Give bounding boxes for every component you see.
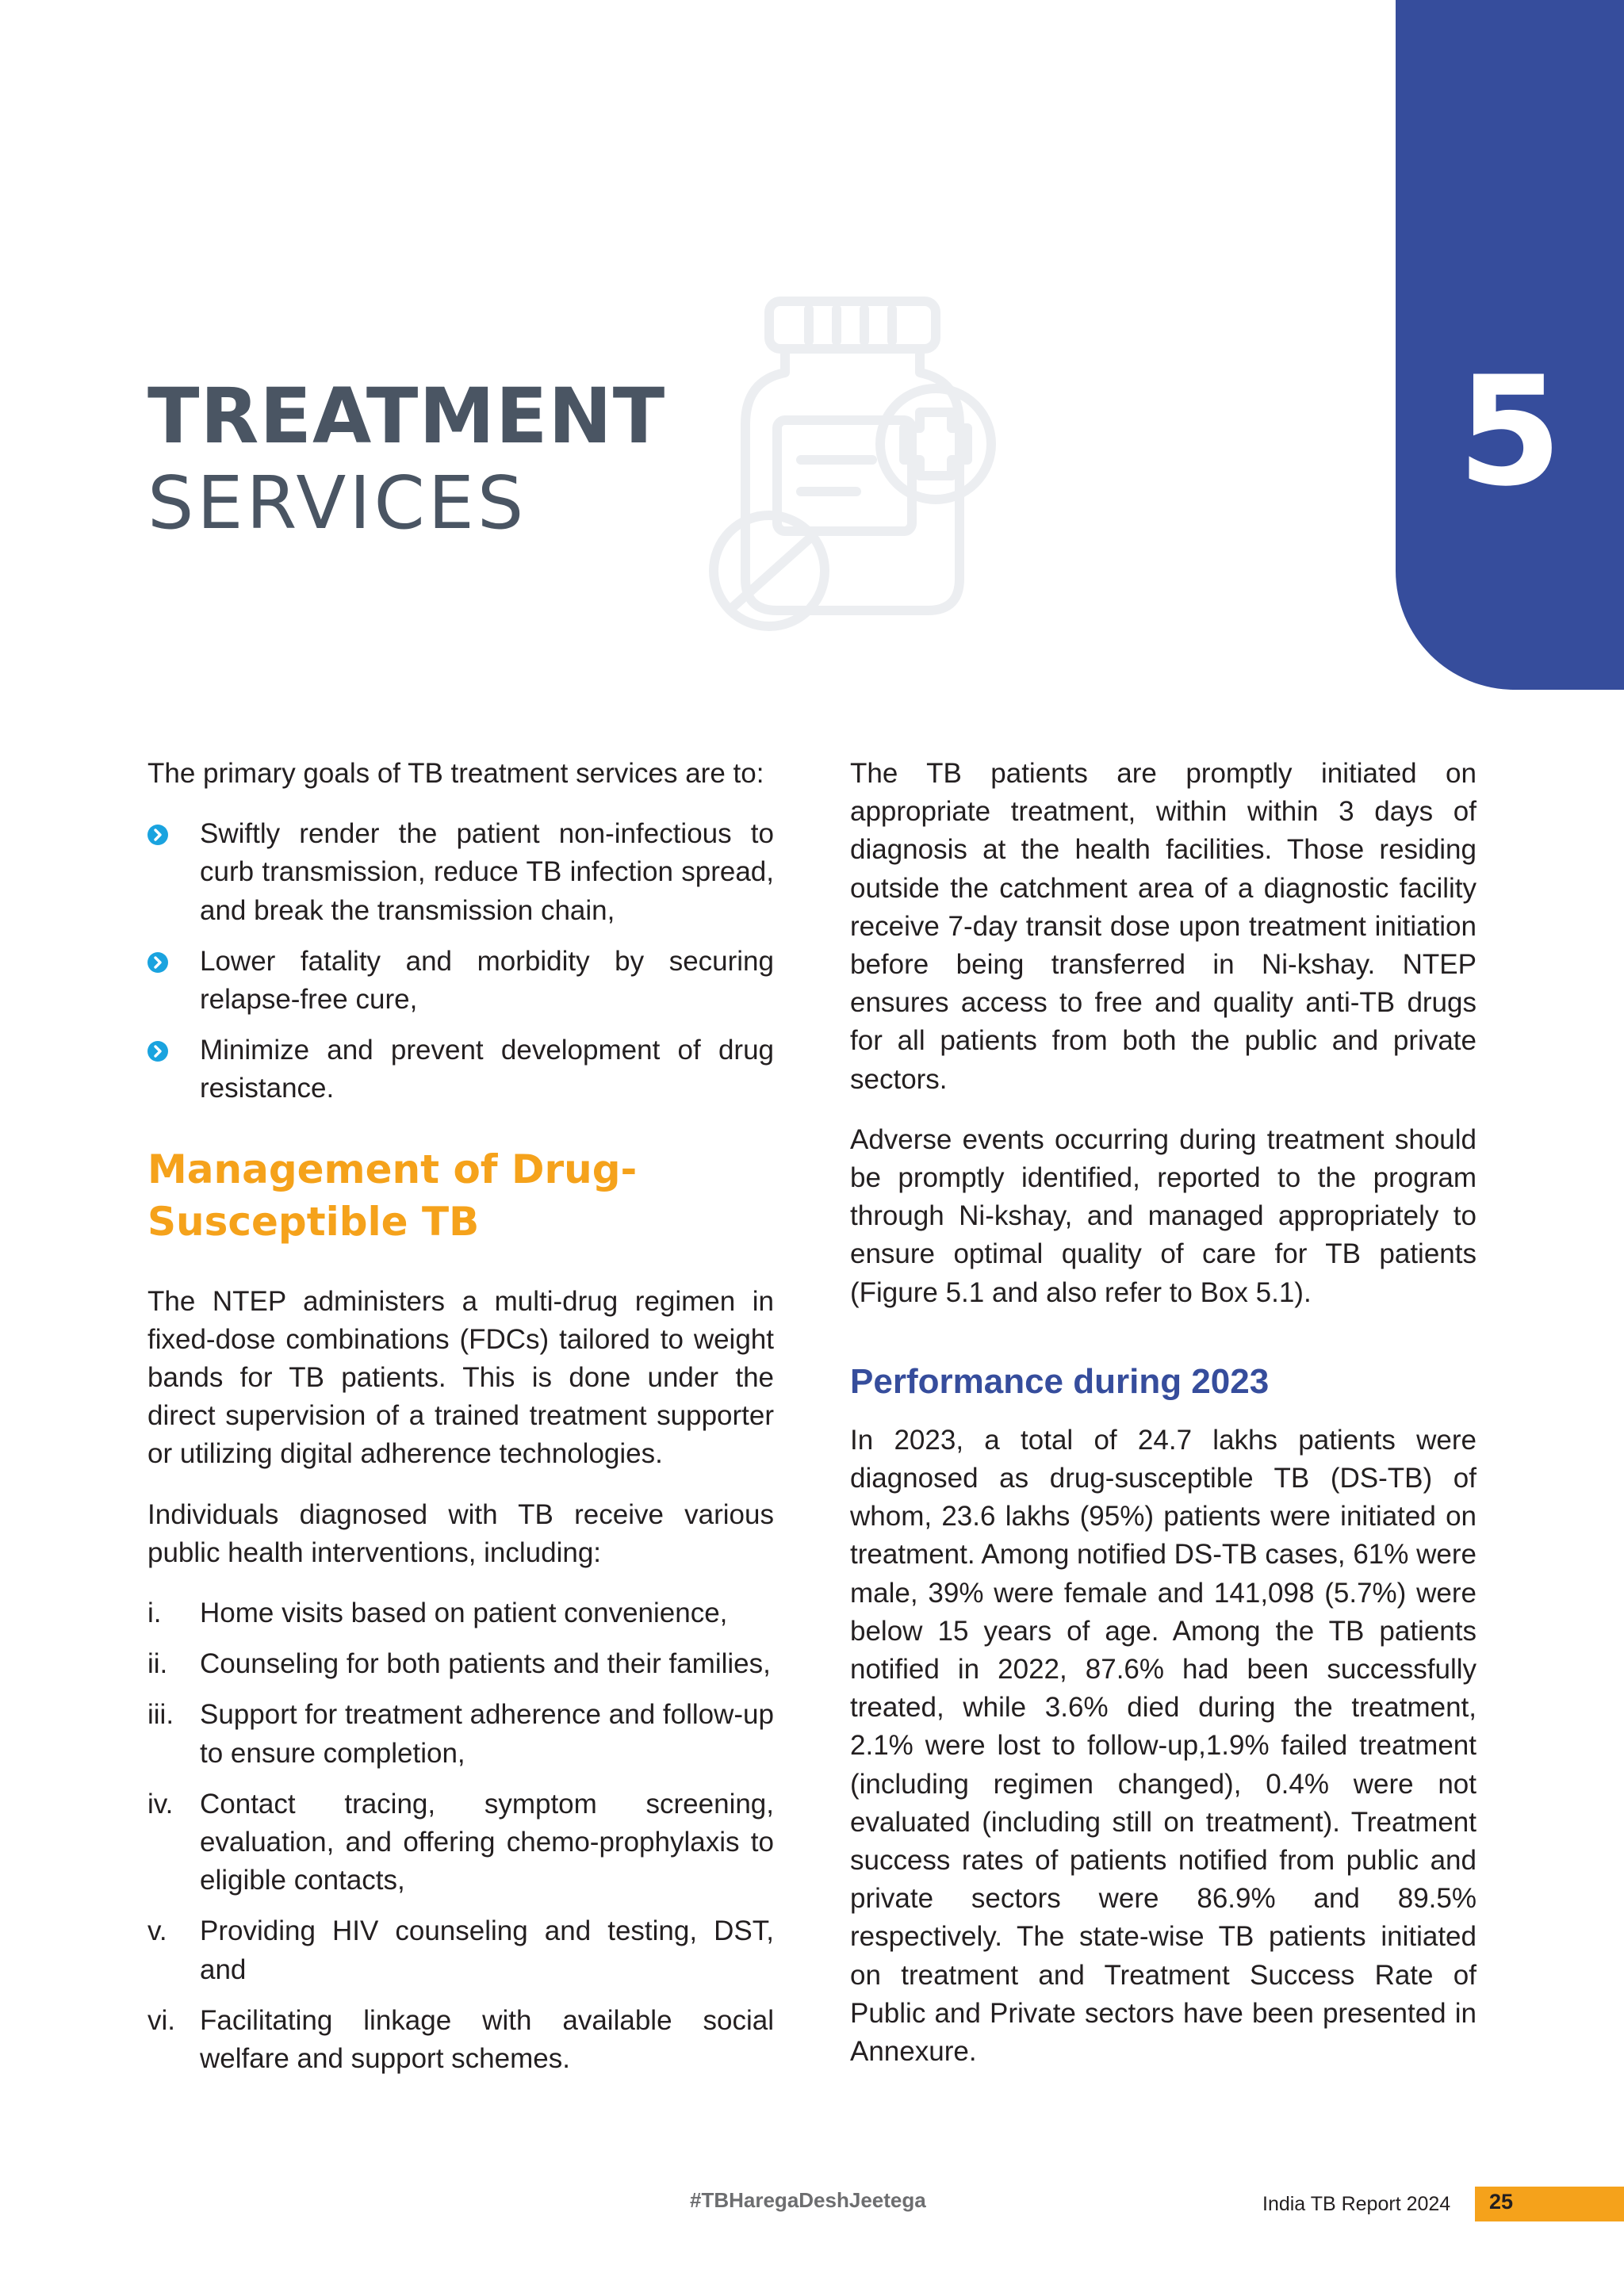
- goals-list: [147, 815, 774, 1108]
- goals-intro: The primary goals of TB treatment services are to:: [147, 758, 764, 789]
- list-item: [147, 1645, 774, 1683]
- paragraph: In 2023, a total of 24.7 lakhs patients were diagnosed as drug-susceptible TB (DS-TB) of whom, 23.6 lakhs (95%) patients were initiated on treatment. Among notified DS-TB cases, 61% were male, 39% were female and 141,098 (5.7%) were below 15 years of age. Among the TB patients notified in 2022, 87.6% had been successfully treated, while 3.6% died during the treatment, 2.1% were lost to follow-up,1.9% failed treatment (including regimen changed), 0.4% were not evaluated (including still on treatment). Treatment success rates of patients notified from public and private sectors were 86.9% and 89.5% respectively. The state-wise TB patients initiated on treatment and Treatment Success Rate of Public and Private sectors have been presented in Annexure.: [850, 1424, 1477, 2068]
- chevron-right-icon: [147, 825, 168, 845]
- chapter-number: 5: [1457, 344, 1563, 519]
- list-item: [147, 815, 774, 930]
- item-number: iv.: [147, 1788, 174, 1820]
- paragraph: Individuals diagnosed with TB receive various public health interventions, including:: [147, 1498, 774, 1568]
- list-item: [147, 943, 774, 1019]
- item-number: i.: [147, 1598, 162, 1629]
- goal-text: Minimize and prevent development of drug resistance.: [200, 1035, 774, 1104]
- paragraph: Adverse events occurring during treatment should be promptly identified, reported to the program through Ni-kshay, and managed appropriately to ensure optimal quality of care for TB patients (Figure 5.1 and also refer to Box 5.1).: [850, 1123, 1477, 1308]
- item-text: Home visits based on patient convenience,: [200, 1598, 728, 1629]
- left-column: [147, 755, 774, 2091]
- list-item: [147, 1594, 774, 1632]
- chevron-right-icon: [147, 952, 168, 973]
- goal-text: Swiftly render the patient non-infectious to curb transmission, reduce TB infection spread, and break the transmission chain,: [200, 818, 774, 926]
- item-text: Providing HIV counseling and testing, DST, and: [200, 1915, 774, 1985]
- paragraph: The TB patients are promptly initiated on appropriate treatment, within within 3 days of diagnosis at the health facilities. Those residing outside the catchment area of a diagnostic facility receive 7-day transit dose upon treatment initiation before being transferred in Ni-kshay. NTEP ensures access to free and quality anti-TB drugs for all patients from both the public and private sectors.: [850, 758, 1477, 1095]
- page-number: 25: [1489, 2190, 1514, 2214]
- item-number: ii.: [147, 1648, 168, 1680]
- list-item: [147, 2002, 774, 2078]
- list-item: [147, 1785, 774, 1900]
- page-subtitle: SERVICES: [147, 461, 527, 545]
- footer-hashtag: #TBHaregaDeshJeetega: [690, 2188, 926, 2212]
- list-item: [147, 1912, 774, 1988]
- item-text: Facilitating linkage with available social welfare and support schemes.: [200, 2004, 774, 2075]
- item-number: vi.: [147, 2004, 175, 2036]
- page-title: TREATMENT: [147, 372, 666, 461]
- item-text: Support for treatment adherence and follow-up to ensure completion,: [200, 1699, 774, 1769]
- footer-report-title: India TB Report 2024: [1262, 2193, 1451, 2215]
- interventions-list: [147, 1594, 774, 2078]
- chevron-right-icon: [147, 1041, 168, 1062]
- medicine-bottle-icon: [690, 285, 1023, 634]
- list-item: [147, 1031, 774, 1108]
- item-text: Counseling for both patients and their families,: [200, 1648, 771, 1680]
- item-text: Contact tracing, symptom screening, evaluation, and offering chemo-prophylaxis to eligible contacts,: [200, 1788, 774, 1896]
- goal-text: Lower fatality and morbidity by securing relapse-free cure,: [200, 945, 774, 1016]
- right-column: [850, 755, 1477, 2093]
- section-heading-performance: Performance during 2023: [850, 1361, 1270, 1401]
- section-heading-ds-tb: Management of Drug-Susceptible TB: [147, 1146, 638, 1245]
- list-item: [147, 1696, 774, 1772]
- item-number: v.: [147, 1915, 167, 1947]
- paragraph: The NTEP administers a multi-drug regimen in fixed-dose combinations (FDCs) tailored to weight bands for TB patients. This is done under the direct supervision of a trained treatment supporter or utilizing digital adherence technologies.: [147, 1285, 774, 1470]
- item-number: iii.: [147, 1699, 174, 1731]
